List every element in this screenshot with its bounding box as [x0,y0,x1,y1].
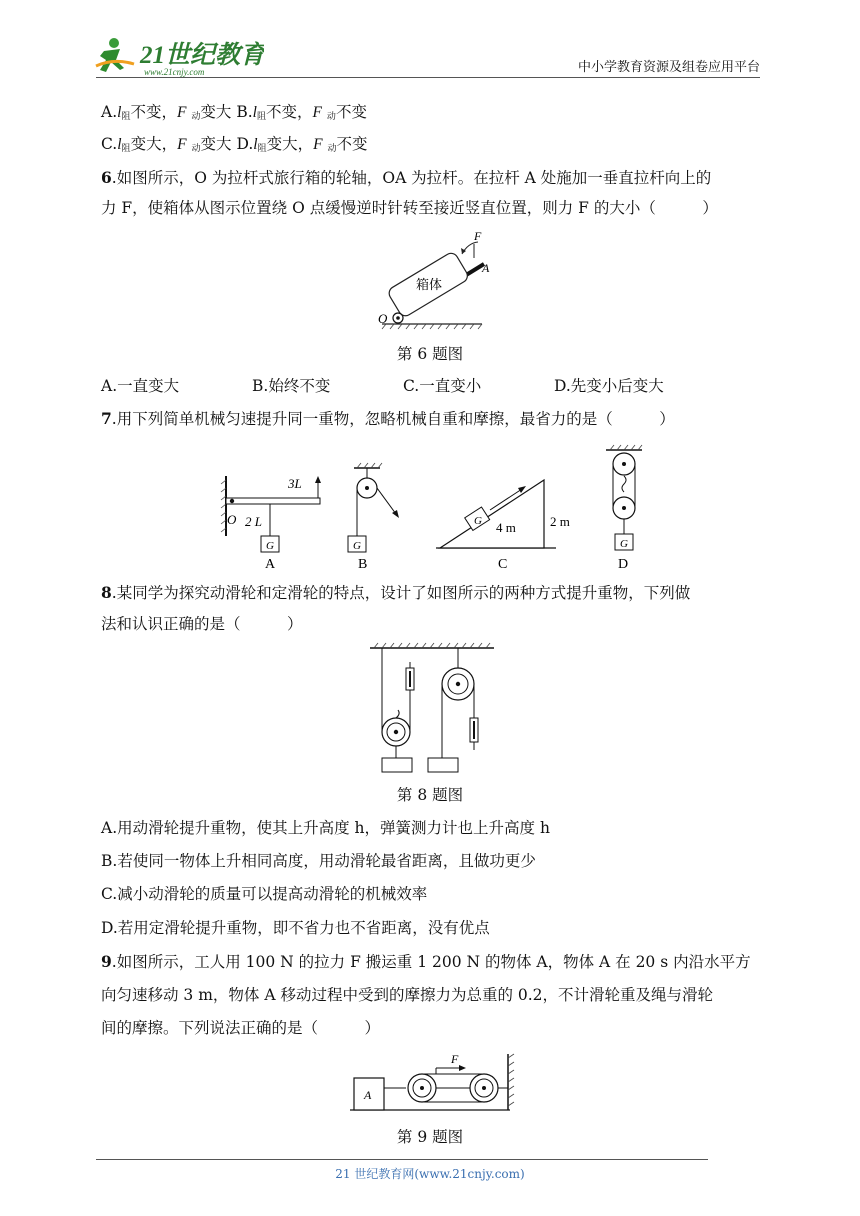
site-logo [94,36,264,78]
q6-option-b: B.始终不变 [252,377,331,395]
lever-machine-a [221,476,321,572]
label-b: B [358,557,368,572]
q8-figure [370,642,494,774]
q9-figure [350,1050,520,1116]
logo-url: www.21cnjy.com [144,67,205,77]
fixed-pulley-b [348,463,399,572]
c-weight-label: G [474,515,482,527]
q8-stem-line1: 8.某同学为探究动滑轮和定滑轮的特点，设计了如图所示的两种方式提升重物，下列做 [101,583,691,602]
q6-figure [370,228,490,332]
footer-rule [96,1159,708,1160]
q6-option-d: D.先变小后变大 [554,377,664,395]
c-height-label: 2 m [550,514,570,529]
q8-option-c: C.减小动滑轮的质量可以提高动滑轮的机械效率 [101,885,428,903]
platform-title: 中小学教育资源及组卷应用平台 [577,60,760,75]
f-label: F [451,1052,459,1066]
q6-option-a: A.一直变大 [101,377,180,395]
q5-options-row1: $A.l_阻$不变，F $_动$变大 $B.l_阻$不变，F $_动$不变 [101,103,367,122]
label-a: A [265,557,276,572]
logo-text: 21世纪教育 [140,42,264,69]
q8-caption: 第 8 题图 [396,786,464,804]
q8-stem-line2: 法和认识正确的是（ ） [101,615,303,633]
q9-stem-line3: 间的摩擦。下列说法正确的是（ ） [101,1019,381,1037]
q9-stem-line1: 9.如图所示，工人用 100 N 的拉力 F 搬运重 1 200 N 的物体 A，物体 A 在 20 s 内沿水平方 [101,952,751,971]
label-d: D [618,557,629,572]
o-label: O [378,311,388,326]
q6-option-c: C.一直变小 [403,377,482,395]
q9-caption: 第 9 题图 [396,1128,464,1146]
q8-option-d: D.若用定滑轮提升重物，即不省力也不省距离，没有优点 [101,919,490,937]
label-c: C [498,557,508,572]
q6-stem-line2: 力 F，使箱体从图示位置绕 O 点缓慢逆时针转至接近竖直位置，则力 F 的大小（ ） [101,199,718,217]
movable-pulley-setup [382,648,414,772]
q6-stem-line1: 6.如图所示，O 为拉杆式旅行箱的轮轴，OA 为拉杆。在拉杆 A 处施加一垂直拉杆向上的 [101,168,712,187]
a-2l-label: 2 L [245,514,262,529]
box-label: 箱体 [416,277,443,292]
q6-caption: 第 6 题图 [396,345,464,363]
d-weight-label: G [620,538,628,550]
q7-figure [210,440,650,574]
a-label: A [482,261,490,275]
object-a-label: A [364,1088,372,1102]
footer-text[interactable]: 21 世纪教育网(www.21cnjy.com) [335,1167,525,1181]
pulley-block-d [606,445,642,572]
q5-options-row2: $C.l_阻$变大，F $_动$变大 $D.l_阻$变大，F $_动$不变 [101,135,368,154]
q8-option-b: B.若使同一物体上升相同高度，用动滑轮最省距离，且做功更少 [101,852,536,870]
b-weight-label: G [353,540,361,552]
runner-logo-icon [94,36,264,78]
q8-option-a: A.用动滑轮提升重物，使其上升高度 h，弹簧测力计也上升高度 h [101,819,550,837]
fixed-pulley-setup [428,648,478,772]
incline-c [436,480,570,572]
ground-hatch [382,324,482,329]
c-length-label: 4 m [496,520,516,535]
header-rule [96,77,760,78]
a-3l-label: 3L [288,476,302,491]
q9-stem-line2: 向匀速移动 3 m，物体 A 移动过程中受到的摩擦力为总重的 0.2，不计滑轮重及绳与滑轮 [101,986,714,1004]
q7-stem-line1: 7.用下列简单机械匀速提升同一重物，忽略机械自重和摩擦，最省力的是（ ） [101,409,675,428]
a-o-label: O [227,512,237,527]
a-weight-label: G [266,540,274,552]
f-label: F [474,229,482,243]
